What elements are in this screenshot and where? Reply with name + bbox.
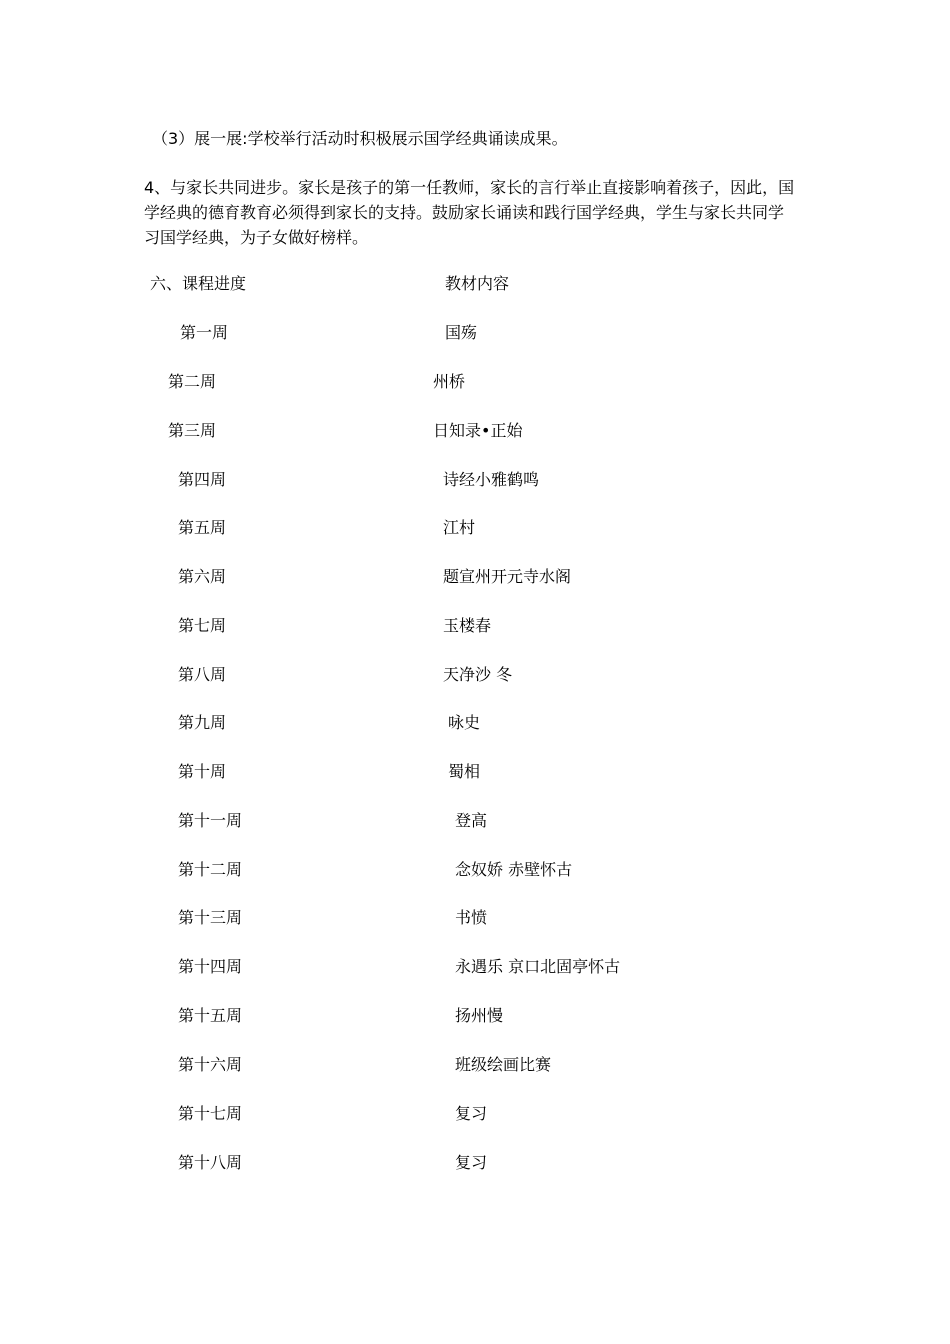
schedule-content-2: 州桥 bbox=[433, 372, 466, 391]
schedule-week-10: 第十周 bbox=[178, 762, 227, 781]
schedule-week-17: 第十七周 bbox=[178, 1104, 243, 1123]
schedule-content-13: 书愤 bbox=[455, 908, 488, 927]
schedule-content-8: 天净沙 冬 bbox=[443, 665, 513, 684]
schedule-content-4: 诗经小雅鹤鸣 bbox=[443, 470, 540, 489]
paragraph-parents bbox=[144, 175, 814, 250]
schedule-week-6: 第六周 bbox=[178, 567, 227, 586]
paragraph-parents-line-3: 习国学经典，为子女做好榜样。 bbox=[144, 228, 369, 247]
schedule-content-10: 蜀相 bbox=[448, 762, 481, 781]
schedule-week-11: 第十一周 bbox=[178, 811, 243, 830]
schedule-week-7: 第七周 bbox=[178, 616, 227, 635]
schedule-week-14: 第十四周 bbox=[178, 957, 243, 976]
schedule-week-12: 第十二周 bbox=[178, 860, 243, 879]
schedule-week-1: 第一周 bbox=[180, 323, 229, 342]
schedule-content-11: 登高 bbox=[455, 811, 488, 830]
schedule-week-3: 第三周 bbox=[168, 421, 217, 440]
schedule-header-week: 六、课程进度 bbox=[150, 274, 247, 293]
schedule-week-18: 第十八周 bbox=[178, 1153, 243, 1172]
schedule-content-9: 咏史 bbox=[448, 713, 481, 732]
schedule-content-17: 复习 bbox=[455, 1104, 488, 1123]
schedule-content-5: 江村 bbox=[443, 518, 476, 537]
schedule-content-18: 复习 bbox=[455, 1153, 488, 1172]
schedule-content-1: 国殇 bbox=[445, 323, 478, 342]
paragraph-parents-line-1: 4、与家长共同进步。家长是孩子的第一任教师，家长的言行举止直接影响着孩子，因此，国 bbox=[144, 178, 795, 197]
schedule-content-3: 日知录•正始 bbox=[433, 421, 523, 440]
schedule-content-12: 念奴娇 赤壁怀古 bbox=[455, 860, 573, 879]
schedule-content-7: 玉楼春 bbox=[443, 616, 492, 635]
schedule-content-6: 题宣州开元寺水阁 bbox=[443, 567, 572, 586]
schedule-week-4: 第四周 bbox=[178, 470, 227, 489]
schedule-week-16: 第十六周 bbox=[178, 1055, 243, 1074]
schedule-content-15: 扬州慢 bbox=[455, 1006, 504, 1025]
schedule-week-8: 第八周 bbox=[178, 665, 227, 684]
schedule-week-13: 第十三周 bbox=[178, 908, 243, 927]
schedule-content-14: 永遇乐 京口北固亭怀古 bbox=[455, 957, 621, 976]
schedule-week-2: 第二周 bbox=[168, 372, 217, 391]
paragraph-parents-line-2: 学经典的德育教育必须得到家长的支持。鼓励家长诵读和践行国学经典，学生与家长共同学 bbox=[144, 203, 785, 222]
schedule-content-16: 班级绘画比赛 bbox=[455, 1055, 552, 1074]
schedule-week-15: 第十五周 bbox=[178, 1006, 243, 1025]
paragraph-showcase: （3）展一展:学校举行活动时积极展示国学经典诵读成果。 bbox=[152, 129, 568, 148]
schedule-header-content: 教材内容 bbox=[445, 274, 510, 293]
schedule-week-5: 第五周 bbox=[178, 518, 227, 537]
schedule-week-9: 第九周 bbox=[178, 713, 227, 732]
